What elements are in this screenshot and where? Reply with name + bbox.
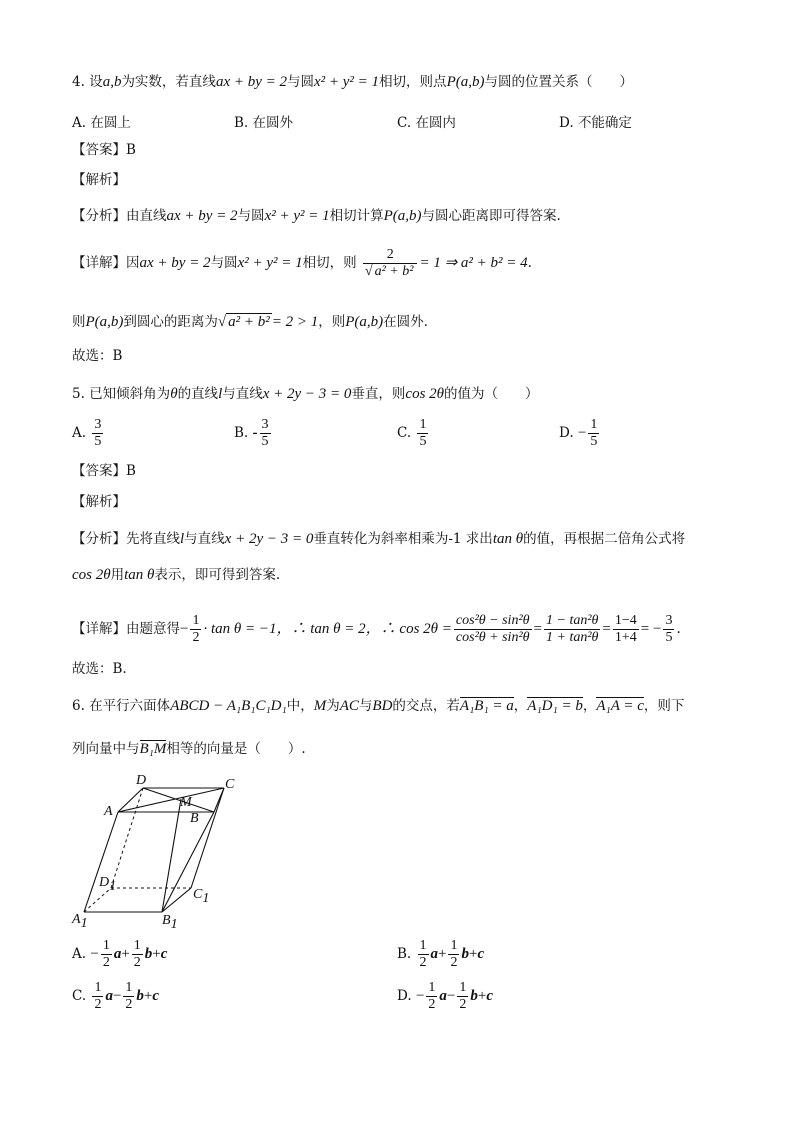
final-choice: 故选：B <box>72 348 123 364</box>
xj-fraction <box>454 613 532 646</box>
q5-option-a[interactable] <box>72 417 105 450</box>
q4-number: 4. <box>72 74 85 90</box>
edge-B1C1 <box>162 888 191 912</box>
q5-text: 垂直，则 <box>351 386 406 402</box>
fraction-denominator: 5 <box>665 630 673 645</box>
option-letter: B. <box>234 425 249 441</box>
q6-text: 在平行六面体 <box>89 698 171 714</box>
fenxi-line-eq: ax + by = 2 <box>166 208 238 224</box>
vector-b: b <box>461 946 469 962</box>
dist-text: 在圆外. <box>383 314 428 330</box>
q6-ac: AC <box>339 698 359 714</box>
option-fraction: $\frac{1}{2}$ <box>419 938 427 970</box>
option-letter: A. <box>72 425 87 441</box>
fenxi-tan: tan θ <box>492 531 524 547</box>
fraction-denominator <box>363 264 418 280</box>
q6-stem-cont <box>72 742 306 757</box>
option-text: 不能确定 <box>577 115 632 131</box>
xj-fraction <box>363 247 418 280</box>
q4-point: P(a,b) <box>446 74 485 90</box>
option-sign: + <box>152 946 161 962</box>
fraction-denominator: 5 <box>419 434 427 449</box>
fraction-numerator: 3 <box>261 417 269 432</box>
q6-option-d[interactable] <box>397 980 493 1013</box>
q6-text: 的交点，若 <box>392 698 460 714</box>
q5-fenxi <box>72 532 685 547</box>
fraction-denominator: 2 <box>192 630 200 645</box>
answer-value: B <box>126 463 136 479</box>
option-fraction <box>260 417 271 450</box>
option-sign: + <box>121 946 130 962</box>
fenxi-text: 垂直转化为斜率相乘为-1 求出 <box>313 531 493 547</box>
fraction-numerator: 3 <box>665 613 673 628</box>
option-fraction <box>92 417 103 450</box>
sqrt-radicand: a² + b² <box>374 264 414 279</box>
label-c1: C1 <box>193 887 210 906</box>
xj-expr: ，∴ tan θ = 2 <box>276 621 366 637</box>
option-letter: C. <box>72 988 87 1004</box>
seg-MB1 <box>162 799 181 912</box>
option-sign: + <box>477 988 487 1004</box>
q5-option-c[interactable] <box>397 417 430 450</box>
vector-b: b <box>136 988 144 1004</box>
xj-end: . <box>676 621 681 637</box>
q4-analysis-tag <box>72 174 126 188</box>
xj-expr: · tan θ = −1 <box>203 621 277 637</box>
q4-text: 相切，则点 <box>379 74 447 90</box>
diag-BD <box>143 788 214 812</box>
fraction-denominator: 5 <box>590 434 598 449</box>
q4-stem <box>72 75 633 90</box>
fraction-denominator: 1+4 <box>614 630 637 645</box>
fenxi-tag: 【分析】 <box>72 208 126 224</box>
fenxi-text: 与圆心距离即可得答案. <box>421 208 561 224</box>
dist-point: P(a,b) <box>345 314 384 330</box>
fraction-denominator: 5 <box>261 434 269 449</box>
fraction-denominator: cos²θ + sin²θ <box>455 630 530 645</box>
dist-point: P(a,b) <box>85 314 124 330</box>
vector-a: a <box>430 946 439 962</box>
label-d: D <box>136 773 147 788</box>
q5-stem <box>72 387 539 402</box>
q6-option-c[interactable] <box>72 980 159 1013</box>
q6-solid: ABCD − A₁B₁C₁D₁ <box>170 698 287 714</box>
q5-theta: θ <box>170 386 178 402</box>
final-choice: 故选：B. <box>72 661 127 677</box>
option-sign: + <box>438 946 447 962</box>
q5-text: 的值为（ ） <box>444 386 539 402</box>
subscript: 1 <box>170 917 178 930</box>
q5-fenxi-cont <box>72 568 280 583</box>
label-b1: B1 <box>162 913 178 930</box>
fenxi-circle-eq: x² + y² = 1 <box>264 208 330 224</box>
q6-text: 列向量中与 <box>72 741 140 757</box>
subscript: 1 <box>80 916 88 930</box>
q5-text: 已知倾斜角为 <box>89 386 171 402</box>
option-letter: D. <box>397 988 412 1004</box>
xj-text: 因 <box>126 255 140 271</box>
q4-text: 与圆 <box>287 74 314 90</box>
fenxi-cos: cos 2θ <box>72 567 111 583</box>
q6-sep: ， <box>582 698 597 714</box>
xj-circle-eq: x² + y² = 1 <box>237 255 303 271</box>
option-letter: B. <box>397 946 412 962</box>
xj-text: 与圆 <box>210 255 238 271</box>
option-sign: − <box>446 988 456 1004</box>
fenxi-tag: 【分析】 <box>72 531 126 547</box>
q6-option-b[interactable] <box>397 938 484 971</box>
label-a1: A1 <box>72 912 88 930</box>
option-text: 在圆外 <box>252 115 294 131</box>
q5-line-eq: x + 2y − 3 = 0 <box>262 386 352 402</box>
option-fraction: $\frac{1}{2}$ <box>428 980 436 1012</box>
label-a: A <box>104 804 113 819</box>
q6-stem <box>72 699 684 714</box>
vector-b: b <box>470 988 478 1004</box>
q4-answer <box>72 144 136 158</box>
option-letter: C. <box>397 425 412 441</box>
answer-value: B <box>126 142 136 158</box>
q6-text: 中， <box>286 698 314 714</box>
q6-text: 为 <box>326 698 340 714</box>
option-sign: − <box>577 425 587 441</box>
answer-tag: 【答案】 <box>72 142 126 158</box>
option-fraction: $\frac{1}{2}$ <box>94 980 102 1012</box>
q6-vector-b: A₁D₁ = b <box>527 698 583 714</box>
xj-end: . <box>527 255 532 271</box>
q5-option-d[interactable] <box>559 417 601 450</box>
fenxi-text: 由直线 <box>126 208 167 224</box>
label-d1: D1 <box>99 875 117 894</box>
q4-circle-eq: x² + y² = 1 <box>314 74 380 90</box>
q6-text: 相等的向量是（ ）. <box>166 741 306 757</box>
q5-text: 与直线 <box>222 386 263 402</box>
q4-xiangjie <box>72 247 532 280</box>
fraction-numerator: cos²θ − sin²θ <box>455 613 530 628</box>
option-sign: − <box>112 988 122 1004</box>
subscript: 1 <box>109 879 117 894</box>
vector-a: a <box>113 946 122 962</box>
q4-option-a[interactable] <box>72 111 131 131</box>
option-sign: − <box>90 946 99 962</box>
option-sign: − <box>415 988 425 1004</box>
edge-CC1 <box>191 788 224 888</box>
option-sign: - <box>252 425 258 441</box>
q5-text: 的直线 <box>177 386 219 402</box>
xj-result: = 1 ⇒ a² + b² = 4 <box>419 255 528 271</box>
fraction-denominator: 1 + tan²θ <box>546 630 599 645</box>
q6-vector-c: A₁A = c <box>596 698 644 714</box>
fenxi-text: 表示，即可得到答案. <box>154 567 281 583</box>
sqrt-icon: √ <box>217 314 227 330</box>
option-sign: + <box>143 988 153 1004</box>
xj-expr: ，∴ cos 2θ = <box>365 621 452 637</box>
q4-text: 与圆的位置关系（ ） <box>484 74 633 90</box>
option-letter: B. <box>234 115 249 131</box>
xj-fraction <box>544 613 600 646</box>
answer-tag: 【答案】 <box>72 463 126 479</box>
option-fraction <box>588 417 599 450</box>
q4-text: 设 <box>89 74 103 90</box>
xj-neg: − <box>180 621 189 637</box>
q6-vector-b1m: B₁M <box>139 741 167 757</box>
q5-option-b[interactable] <box>234 417 273 450</box>
q6-text: 与 <box>358 698 373 714</box>
q4-distance <box>72 315 428 330</box>
label-m: M <box>180 795 192 810</box>
xj-text: 由题意得 <box>126 621 180 637</box>
option-fraction: $\frac{1}{2}$ <box>459 980 467 1012</box>
option-letter: D. <box>559 115 574 131</box>
q4-option-c[interactable] <box>397 111 456 131</box>
parallelepiped-figure <box>66 770 246 930</box>
q4-text: 为实数，若直线 <box>121 74 216 90</box>
xj-line-eq: ax + by = 2 <box>139 255 211 271</box>
fraction-numerator: 3 <box>94 417 102 432</box>
fraction-numerator: 1 <box>192 613 200 628</box>
dist-text: 则 <box>72 314 86 330</box>
xj-eq: = − <box>640 621 662 637</box>
fenxi-text: 与直线 <box>184 531 225 547</box>
option-letter: D. <box>559 425 574 441</box>
diag-AC <box>118 788 224 812</box>
vector-a: a <box>105 988 113 1004</box>
vector-b: b <box>144 946 153 962</box>
fenxi-tan: tan θ <box>124 567 155 583</box>
option-text: 在圆上 <box>90 115 131 131</box>
fraction-numerator: 1 <box>590 417 598 432</box>
q6-option-a[interactable] <box>72 938 167 971</box>
option-letter: C. <box>397 115 412 131</box>
vector-a: a <box>439 988 447 1004</box>
q6-vector-a: A₁B₁ = a <box>459 698 514 714</box>
dist-compare: = 2 > 1 <box>271 314 319 330</box>
vector-c: c <box>160 946 168 962</box>
q5-cos: cos 2θ <box>405 386 445 402</box>
dist-text: 到圆心的距离为 <box>123 314 218 330</box>
q6-sep: ， <box>513 698 528 714</box>
q5-l: l <box>218 386 223 402</box>
dist-text: ，则 <box>318 314 346 330</box>
option-fraction: $\frac{1}{2}$ <box>102 938 110 970</box>
xj-fraction <box>190 613 201 646</box>
fenxi-text: 用 <box>110 567 125 583</box>
xj-fraction <box>663 613 674 646</box>
q5-number: 5. <box>72 386 85 402</box>
edge-AA1 <box>84 812 118 912</box>
fenxi-text: 与圆 <box>237 208 265 224</box>
q6-text: ，则下 <box>643 698 685 714</box>
q4-option-d[interactable] <box>559 111 632 131</box>
label-c: C <box>225 777 235 792</box>
xj-eq: = <box>533 621 542 637</box>
option-letter: A. <box>72 946 87 962</box>
fenxi-text: 相切计算 <box>329 208 384 224</box>
q6-number: 6. <box>72 698 85 714</box>
option-text: 在圆内 <box>415 115 456 131</box>
option-fraction <box>417 417 428 450</box>
analysis-tag: 【解析】 <box>72 172 126 188</box>
q5-xiangjie <box>72 613 681 646</box>
sqrt-icon: √ <box>364 264 373 279</box>
xj-eq: = <box>602 621 611 637</box>
fenxi-line-eq: x + 2y − 3 = 0 <box>224 531 314 547</box>
xiangjie-tag: 【详解】 <box>72 621 126 637</box>
analysis-tag: 【解析】 <box>72 494 126 510</box>
fenxi-text: 先将直线 <box>126 531 180 547</box>
vector-c: c <box>477 946 485 962</box>
xj-fraction <box>613 613 639 646</box>
xiangjie-tag: 【详解】 <box>72 255 126 271</box>
dist-radicand: a² + b² <box>228 314 270 330</box>
q6-m: M <box>313 698 327 714</box>
q4-line-eq: ax + by = 2 <box>215 74 287 90</box>
subscript: 1 <box>202 891 210 906</box>
q6-bd: BD <box>372 698 393 714</box>
vector-c: c <box>152 988 160 1004</box>
option-letter: A. <box>72 115 87 131</box>
q5-final <box>72 663 127 677</box>
option-fraction: $\frac{1}{2}$ <box>450 938 458 970</box>
label-b: B <box>190 811 199 826</box>
fenxi-text: 的值，再根据二倍角公式将 <box>523 531 686 547</box>
q4-option-b[interactable] <box>234 111 293 131</box>
q4-final <box>72 350 122 364</box>
q4-fenxi <box>72 209 561 224</box>
fraction-numerator: 1 − tan²θ <box>546 613 599 628</box>
fraction-numerator: 1−4 <box>614 613 637 628</box>
fenxi-point: P(a,b) <box>383 208 422 224</box>
xj-text: 相切，则 <box>302 255 357 271</box>
q4-vars: a,b <box>102 74 122 90</box>
fraction-denominator: 5 <box>94 434 102 449</box>
vector-c: c <box>486 988 494 1004</box>
fenxi-l: l <box>180 531 185 547</box>
option-fraction: $\frac{1}{2}$ <box>125 980 133 1012</box>
option-sign: + <box>468 946 478 962</box>
q5-analysis-tag <box>72 496 126 510</box>
option-fraction: $\frac{1}{2}$ <box>133 938 141 970</box>
fraction-numerator: 1 <box>419 417 427 432</box>
fraction-numerator: 2 <box>363 247 418 264</box>
q5-answer <box>72 465 136 479</box>
